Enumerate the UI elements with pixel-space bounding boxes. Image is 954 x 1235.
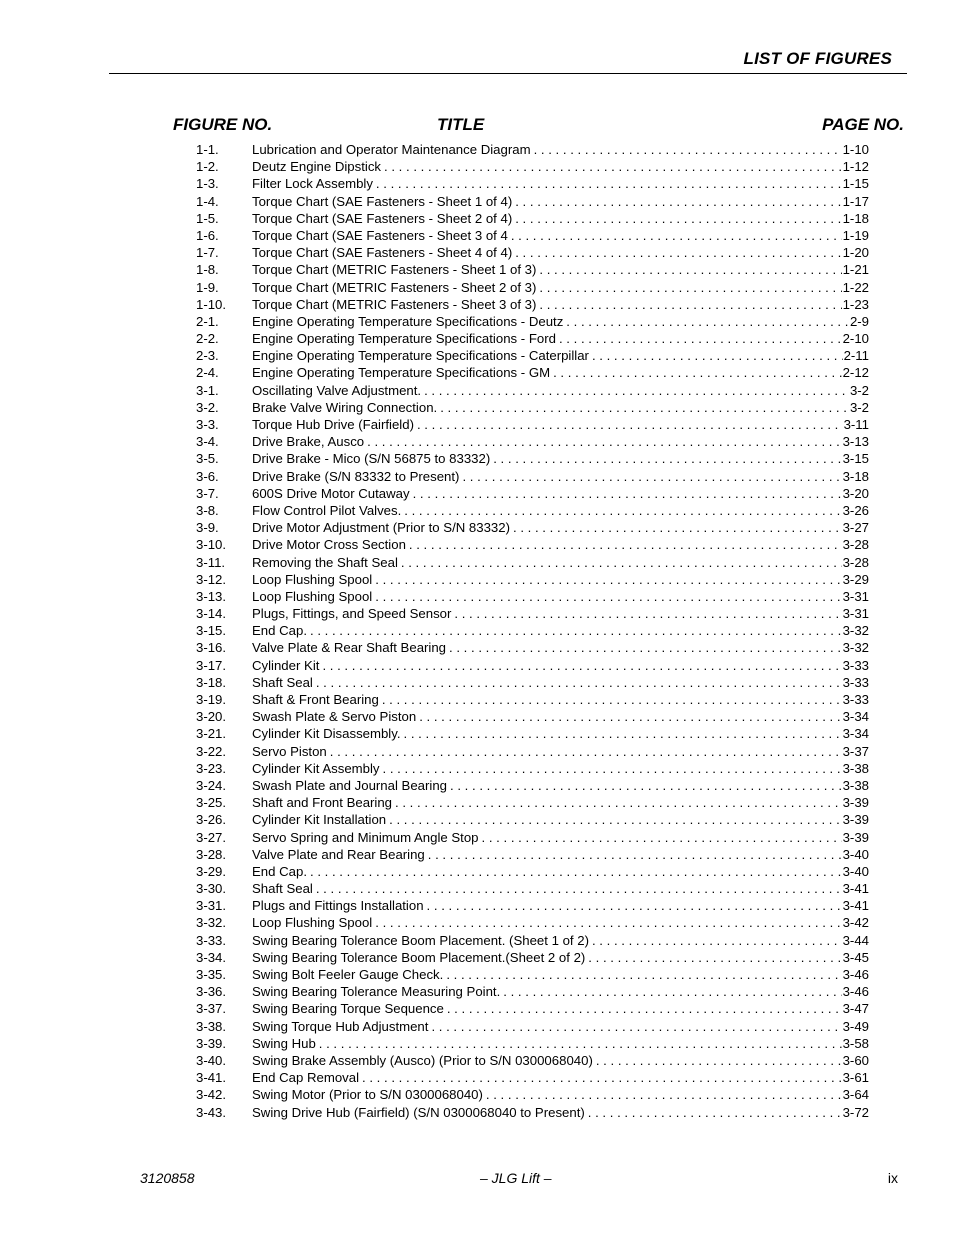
figure-number: 1-8. [196, 262, 219, 278]
figure-title: Swing Torque Hub Adjustment [252, 1018, 429, 1034]
figure-number: 3-18. [196, 674, 227, 690]
figure-page: 3-29 [842, 571, 869, 587]
figure-entry[interactable] [196, 503, 869, 520]
figure-page: 3-64 [842, 1087, 869, 1103]
figure-title: Swing Brake Assembly (Ausco) (Prior to S/N 0300068040) [252, 1052, 593, 1068]
figure-entry[interactable] [196, 881, 869, 898]
dot-leader [585, 950, 841, 965]
figure-number: 3-39. [196, 1035, 227, 1051]
dot-leader [443, 967, 841, 982]
figure-number: 3-10. [196, 537, 227, 553]
figure-entry[interactable] [196, 726, 869, 743]
figure-entry[interactable] [196, 1019, 869, 1036]
dot-leader [425, 847, 842, 862]
figure-title: Engine Operating Temperature Specifications - Deutz [252, 313, 564, 329]
figure-title: Torque Chart (METRIC Fasteners - Sheet 1 of 3) [252, 262, 537, 278]
figure-entry[interactable] [196, 572, 869, 589]
figure-number: 3-21. [196, 726, 227, 742]
dot-leader [381, 159, 842, 174]
figure-title: Drive Motor Cross Section [252, 537, 406, 553]
figure-number: 3-14. [196, 606, 227, 622]
figure-title: Swing Bearing Tolerance Boom Placement. (Sheet 1 of 2) [252, 932, 589, 948]
dot-leader [536, 280, 841, 295]
figure-entry[interactable] [196, 933, 869, 950]
dot-leader [414, 417, 843, 432]
dot-leader [536, 297, 841, 312]
dot-leader [500, 984, 841, 999]
figure-page: 1-23 [842, 296, 869, 312]
dot-leader [531, 142, 842, 157]
dot-leader [428, 1019, 841, 1034]
figure-title: Swing Motor (Prior to S/N 0300068040) [252, 1087, 483, 1103]
figure-number: 3-35. [196, 967, 227, 982]
figure-title: Drive Brake, Ausco [252, 434, 365, 450]
figure-page: 3-44 [842, 932, 869, 948]
figure-title: Drive Motor Adjustment (Prior to S/N 83332) [252, 520, 510, 536]
figure-entry[interactable] [196, 692, 869, 709]
figure-entry[interactable] [196, 520, 869, 537]
figure-page: 3-45 [842, 949, 869, 965]
dot-leader [319, 658, 841, 673]
figure-title: Valve Plate and Rear Bearing [252, 846, 425, 862]
figure-title: Swash Plate & Servo Piston [252, 709, 417, 725]
figure-page: 2-11 [843, 348, 869, 364]
figure-page: 1-18 [842, 210, 869, 226]
figure-number: 3-32. [196, 915, 227, 931]
dot-leader [372, 572, 841, 587]
figure-page: 3-41 [842, 898, 869, 914]
figure-page: 3-11 [843, 417, 869, 432]
column-header-page-no: PAGE NO. [822, 115, 904, 134]
figure-number: 3-6. [196, 468, 219, 484]
figure-entry[interactable] [196, 984, 869, 1001]
figure-title: Shaft and Front Bearing [252, 795, 393, 811]
figure-page: 3-38 [842, 777, 869, 793]
figure-title: Servo Spring and Minimum Angle Stop [252, 829, 479, 845]
figure-number: 3-31. [196, 898, 227, 914]
figure-entry[interactable] [196, 400, 869, 417]
figure-page: 3-42 [842, 915, 869, 931]
dot-leader [512, 245, 841, 260]
figure-title: Shaft & Front Bearing [252, 692, 379, 707]
dot-leader [327, 744, 842, 759]
figure-page: 1-15 [842, 176, 869, 192]
figure-page: 3-32 [842, 623, 869, 639]
figure-title: Swing Hub [252, 1035, 316, 1051]
figure-number: 3-41. [196, 1070, 227, 1086]
figure-title: Drive Brake - Mico (S/N 56875 to 83332) [252, 451, 491, 467]
figure-title: Engine Operating Temperature Specifications - Caterpillar [252, 348, 589, 364]
figure-page: 3-34 [842, 726, 869, 742]
figure-number: 3-17. [196, 657, 227, 673]
figure-page: 3-18 [842, 468, 869, 484]
figure-entry[interactable] [196, 383, 869, 400]
figure-number: 3-4. [196, 434, 219, 450]
dot-leader [401, 726, 842, 741]
dot-leader [550, 365, 842, 380]
figure-entry[interactable] [196, 1070, 869, 1087]
figure-entry[interactable] [196, 675, 869, 692]
figure-title: Loop Flushing Spool [252, 915, 373, 931]
figure-page: 3-60 [842, 1052, 869, 1068]
figure-title: Engine Operating Temperature Specifications - Ford [252, 331, 556, 347]
figure-entry[interactable] [196, 314, 869, 331]
figure-number: 3-30. [196, 881, 227, 897]
dot-leader [556, 331, 842, 346]
figure-page: 3-28 [842, 537, 869, 553]
figure-entry[interactable] [196, 451, 869, 468]
figure-entry[interactable] [196, 348, 869, 365]
dot-leader [512, 211, 841, 226]
dot-leader [510, 520, 842, 535]
figure-page: 1-17 [842, 193, 869, 209]
figure-page: 1-20 [842, 245, 869, 261]
figure-title: Removing the Shaft Seal [252, 554, 398, 570]
figure-page: 3-46 [842, 967, 869, 982]
figure-entry[interactable] [196, 365, 869, 382]
figure-title: Torque Chart (METRIC Fasteners - Sheet 2 of 3) [252, 279, 537, 295]
figure-title: Servo Piston [252, 743, 327, 759]
figure-number: 3-33. [196, 932, 227, 948]
figure-entry[interactable] [196, 537, 869, 554]
figure-number: 3-26. [196, 812, 227, 828]
figure-page: 1-10 [842, 142, 869, 157]
figure-entry[interactable] [196, 640, 869, 657]
figure-entry[interactable] [196, 623, 869, 640]
figure-number: 1-1. [196, 142, 219, 157]
figure-page: 3-28 [842, 554, 869, 570]
figure-number: 1-10. [196, 296, 227, 312]
dot-leader [359, 1070, 842, 1085]
figure-page: 3-33 [842, 674, 869, 690]
figure-page: 3-2 [849, 399, 869, 415]
figure-page: 1-12 [842, 159, 869, 175]
dot-leader [563, 314, 849, 329]
dot-leader [373, 176, 842, 191]
dot-leader [372, 589, 841, 604]
figure-entry[interactable] [196, 812, 869, 829]
figure-list [196, 142, 869, 1122]
dot-leader [585, 1105, 842, 1120]
figure-number: 1-7. [196, 245, 219, 261]
figure-page: 1-21 [842, 262, 869, 278]
figure-number: 3-42. [196, 1087, 227, 1103]
figure-title: Plugs and Fittings Installation [252, 898, 424, 914]
dot-leader [372, 915, 841, 930]
figure-number: 3-22. [196, 743, 227, 759]
figure-title: Shaft Seal [252, 674, 313, 690]
dot-leader [401, 503, 841, 518]
figure-entry[interactable] [196, 194, 869, 211]
figure-title: Swing Bearing Tolerance Boom Placement.(Sheet 2 of 2) [252, 949, 586, 965]
figure-title: Brake Valve Wiring Connection. [252, 399, 438, 415]
figure-page: 3-13 [842, 434, 869, 450]
figure-entry[interactable] [196, 211, 869, 228]
figure-title: Torque Chart (SAE Fasteners - Sheet 4 of 4) [252, 245, 513, 261]
figure-number: 2-2. [196, 331, 219, 347]
figure-number: 3-40. [196, 1052, 227, 1068]
dot-leader [508, 228, 842, 243]
figure-entry[interactable] [196, 1105, 869, 1122]
figure-number: 1-4. [196, 193, 219, 209]
figure-number: 3-3. [196, 417, 219, 432]
figure-page: 3-39 [842, 795, 869, 811]
figure-entry[interactable] [196, 606, 869, 623]
figure-title: Torque Hub Drive (Fairfield) [252, 417, 414, 432]
figure-page: 3-31 [842, 606, 869, 622]
dot-leader [512, 194, 841, 209]
dot-leader [379, 692, 842, 707]
figure-page: 3-41 [842, 881, 869, 897]
figure-page: 3-39 [842, 812, 869, 828]
figure-page: 3-40 [842, 863, 869, 879]
dot-leader [307, 623, 842, 638]
figure-title: Torque Chart (SAE Fasteners - Sheet 2 of 4) [252, 210, 513, 226]
figure-entry[interactable] [196, 245, 869, 262]
figure-entry[interactable] [196, 331, 869, 348]
figure-page: 3-26 [842, 502, 869, 518]
dot-leader [307, 864, 842, 879]
figure-title: Swing Bearing Torque Sequence [252, 1001, 444, 1017]
dot-leader [313, 675, 842, 690]
figure-number: 2-4. [196, 365, 219, 381]
figure-entry[interactable] [196, 864, 869, 881]
figure-title: Swing Drive Hub (Fairfield) (S/N 0300068040 to Present) [252, 1104, 585, 1120]
figure-page: 3-72 [842, 1104, 869, 1120]
footer-page-number: ix [887, 1170, 898, 1186]
dot-leader [589, 933, 842, 948]
figure-entry[interactable] [196, 830, 869, 847]
figure-number: 3-25. [196, 795, 227, 811]
figure-title: Cylinder Kit Assembly [252, 760, 380, 776]
figure-number: 3-15. [196, 623, 227, 639]
figure-title: Shaft Seal [252, 881, 313, 897]
figure-number: 2-3. [196, 348, 219, 364]
figure-page: 3-32 [842, 640, 869, 656]
figure-title: Torque Chart (SAE Fasteners - Sheet 3 of 4 [252, 227, 508, 243]
figure-entry[interactable] [196, 709, 869, 726]
dot-leader [483, 1087, 842, 1102]
figure-page: 3-40 [842, 846, 869, 862]
figure-entry[interactable] [196, 1087, 869, 1104]
figure-title: Lubrication and Operator Maintenance Diagram [252, 142, 531, 157]
figure-entry[interactable] [196, 967, 869, 984]
figure-number: 3-2. [196, 399, 219, 415]
figure-entry[interactable] [196, 142, 869, 159]
figure-entry[interactable] [196, 1053, 869, 1070]
figure-title: End Cap. [252, 623, 307, 639]
figure-title: Swing Bolt Feeler Gauge Check. [252, 967, 444, 982]
figure-title: 600S Drive Motor Cutaway [252, 485, 410, 501]
dot-leader [536, 262, 841, 277]
figure-page: 3-33 [842, 692, 869, 707]
figure-page: 3-37 [842, 743, 869, 759]
figure-number: 3-5. [196, 451, 219, 467]
dot-leader [398, 555, 842, 570]
figure-title: Cylinder Kit [252, 657, 320, 673]
figure-number: 2-1. [196, 313, 219, 329]
dot-leader [313, 881, 842, 896]
figure-number: 3-34. [196, 949, 227, 965]
dot-leader [451, 606, 841, 621]
figure-page: 3-27 [842, 520, 869, 536]
figure-entry[interactable] [196, 228, 869, 245]
figure-page: 3-61 [842, 1070, 869, 1086]
section-title: LIST OF FIGURES [743, 49, 892, 68]
figure-page: 3-49 [842, 1018, 869, 1034]
figure-page: 1-19 [842, 227, 869, 243]
figure-entry[interactable] [196, 658, 869, 675]
figure-title: Engine Operating Temperature Specifications - GM [252, 365, 551, 381]
footer-doc-number: 3120858 [140, 1170, 195, 1186]
figure-page: 3-15 [842, 451, 869, 467]
figure-page: 3-46 [842, 984, 869, 1000]
dot-leader [589, 348, 843, 363]
dot-leader [459, 469, 841, 484]
figure-title: Plugs, Fittings, and Speed Sensor [252, 606, 452, 622]
dot-leader [446, 640, 842, 655]
figure-page: 3-33 [842, 657, 869, 673]
dot-leader [410, 486, 842, 501]
figure-page: 3-20 [842, 485, 869, 501]
figure-number: 3-27. [196, 829, 227, 845]
figure-title: Loop Flushing Spool [252, 588, 373, 604]
figure-page: 2-12 [842, 365, 869, 381]
dot-leader [479, 830, 842, 845]
figure-entry[interactable] [196, 159, 869, 176]
figure-number: 3-20. [196, 709, 227, 725]
figure-title: Drive Brake (S/N 83332 to Present) [252, 468, 460, 484]
figure-entry[interactable] [196, 469, 869, 486]
figure-number: 3-19. [196, 692, 227, 707]
figure-page: 3-2 [849, 382, 869, 398]
figure-entry[interactable] [196, 555, 869, 572]
figure-title: Swing Bearing Tolerance Measuring Point. [252, 984, 501, 1000]
dot-leader [490, 451, 841, 466]
dot-leader [316, 1036, 842, 1051]
figure-page: 2-9 [849, 313, 869, 329]
dot-leader [447, 778, 842, 793]
figure-number: 1-6. [196, 227, 219, 243]
dot-leader [444, 1001, 842, 1016]
dot-leader [380, 761, 842, 776]
dot-leader [421, 383, 849, 398]
figure-title: End Cap. [252, 863, 307, 879]
figure-entry[interactable] [196, 795, 869, 812]
figure-number: 3-13. [196, 588, 227, 604]
figure-page: 3-39 [842, 829, 869, 845]
figure-page: 3-58 [842, 1035, 869, 1051]
figure-title: Torque Chart (SAE Fasteners - Sheet 1 of 4) [252, 193, 513, 209]
figure-number: 3-9. [196, 520, 219, 536]
figure-entry[interactable] [196, 262, 869, 279]
figure-number: 1-2. [196, 159, 219, 175]
figure-entry[interactable] [196, 847, 869, 864]
figure-title: Valve Plate & Rear Shaft Bearing [252, 640, 447, 656]
figure-number: 3-38. [196, 1018, 227, 1034]
dot-leader [593, 1053, 842, 1068]
figure-number: 3-7. [196, 485, 219, 501]
figure-number: 3-36. [196, 984, 227, 1000]
figure-entry[interactable] [196, 434, 869, 451]
figure-number: 1-9. [196, 279, 219, 295]
figure-number: 3-24. [196, 777, 227, 793]
column-header-title: TITLE [437, 115, 485, 134]
figure-entry[interactable] [196, 486, 869, 503]
figure-number: 1-5. [196, 210, 219, 226]
figure-title: Flow Control Pilot Valves. [252, 502, 402, 518]
figure-page: 3-31 [842, 588, 869, 604]
figure-title: Oscillating Valve Adjustment. [252, 382, 422, 398]
figure-entry[interactable] [196, 778, 869, 795]
figure-entry[interactable] [196, 950, 869, 967]
figure-number: 3-8. [196, 502, 219, 518]
figure-entry[interactable] [196, 1001, 869, 1018]
figure-entry[interactable] [196, 898, 869, 915]
figure-number: 3-29. [196, 863, 227, 879]
figure-number: 3-28. [196, 846, 227, 862]
dot-leader [437, 400, 849, 415]
footer-publisher: – JLG Lift – [480, 1170, 552, 1186]
figure-title: Filter Lock Assembly [252, 176, 373, 192]
figure-entry[interactable] [196, 297, 869, 314]
figure-entry[interactable] [196, 417, 869, 434]
dot-leader [406, 537, 842, 552]
figure-entry[interactable] [196, 589, 869, 606]
figure-page: 1-22 [842, 279, 869, 295]
dot-leader [424, 898, 842, 913]
figure-title: End Cap Removal [252, 1070, 360, 1086]
figure-number: 3-23. [196, 760, 227, 776]
figure-entry[interactable] [196, 761, 869, 778]
figure-number: 3-37. [196, 1001, 227, 1017]
figure-page: 3-34 [842, 709, 869, 725]
figure-number: 3-16. [196, 640, 227, 656]
figure-page: 2-10 [842, 331, 869, 347]
header-rule [109, 73, 907, 74]
figure-number: 3-1. [196, 382, 219, 398]
figure-number: 1-3. [196, 176, 219, 192]
dot-leader [392, 795, 842, 810]
figure-title: Cylinder Kit Installation [252, 812, 387, 828]
figure-number: 3-43. [196, 1104, 227, 1120]
figure-entry[interactable] [196, 915, 869, 932]
dot-leader [364, 434, 841, 449]
column-header-figure-no: FIGURE NO. [173, 115, 273, 134]
figure-page: 3-38 [842, 760, 869, 776]
dot-leader [416, 709, 841, 724]
figure-entry[interactable] [196, 176, 869, 193]
figure-title: Torque Chart (METRIC Fasteners - Sheet 3 of 3) [252, 296, 537, 312]
figure-entry[interactable] [196, 280, 869, 297]
figure-title: Deutz Engine Dipstick [252, 159, 382, 175]
figure-title: Swash Plate and Journal Bearing [252, 777, 448, 793]
figure-title: Cylinder Kit Disassembly. [252, 726, 401, 742]
figure-title: Loop Flushing Spool [252, 571, 373, 587]
figure-entry[interactable] [196, 744, 869, 761]
dot-leader [386, 812, 841, 827]
figure-number: 3-12. [196, 571, 227, 587]
figure-page: 3-47 [842, 1001, 869, 1017]
figure-entry[interactable] [196, 1036, 869, 1053]
figure-number: 3-11. [196, 554, 226, 570]
